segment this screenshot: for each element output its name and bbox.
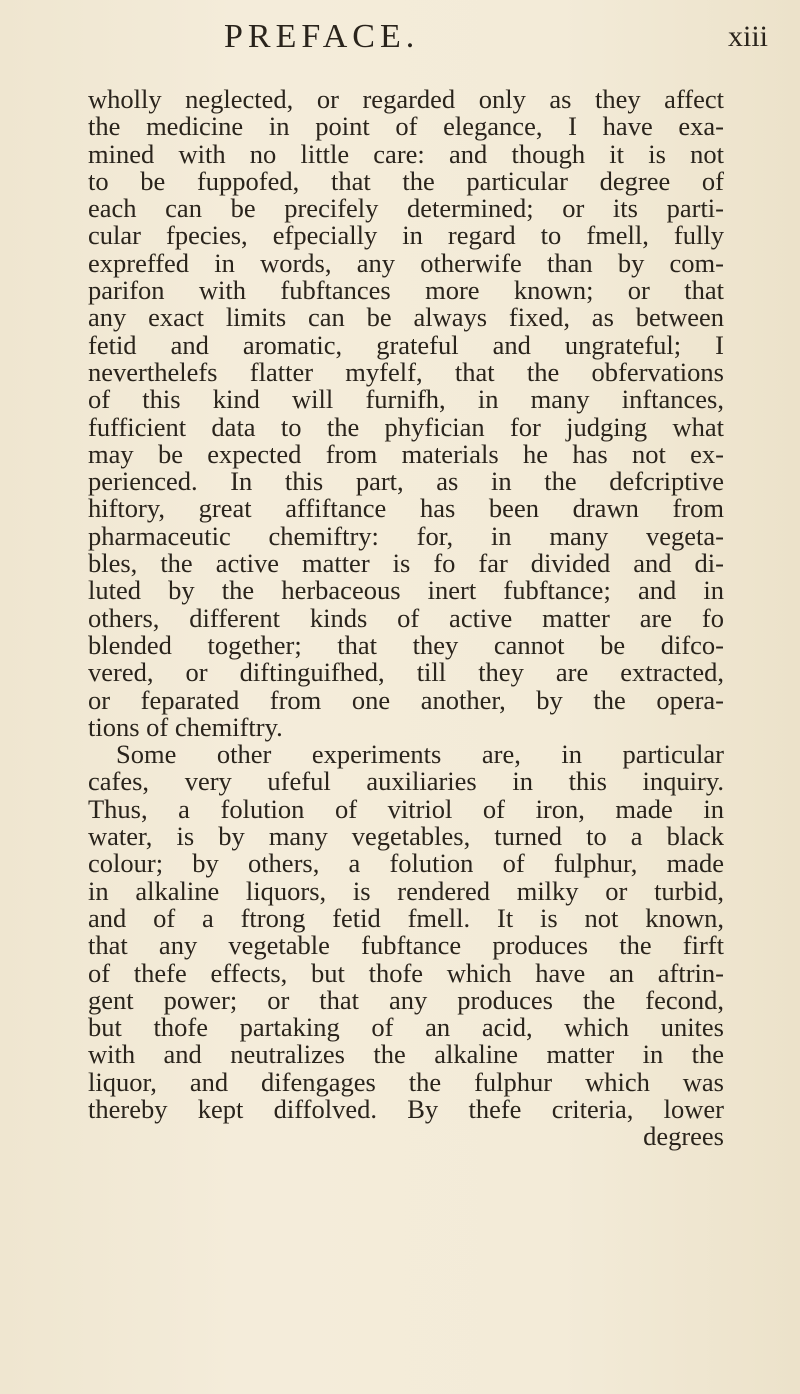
catchword: degrees bbox=[643, 1121, 724, 1152]
text-line: hiftory, great affiftance has been drawn from bbox=[88, 493, 724, 524]
text-line: cafes, very ufeful auxiliaries in this inquiry. bbox=[88, 766, 724, 797]
text-line: gent power; or that any produces the fecond, bbox=[88, 984, 724, 1015]
text-line: others, different kinds of active matter are fo bbox=[88, 602, 724, 633]
text-line: in alkaline liquors, is rendered milky or turbid, bbox=[88, 875, 724, 906]
text-line: fetid and aromatic, grateful and ungrateful; I bbox=[88, 329, 724, 360]
body-text bbox=[88, 86, 724, 1151]
text-line: each can be precifely determined; or its parti- bbox=[88, 193, 724, 224]
text-line: mined with no little care: and though it is not bbox=[88, 138, 724, 169]
text-line: fufficient data to the phyfician for judging what bbox=[88, 411, 724, 442]
text-line: of this kind will furnifh, in many inftances, bbox=[88, 384, 724, 415]
text-line: perienced. In this part, as in the defcriptive bbox=[88, 466, 724, 497]
text-line: thereby kept diffolved. By thefe criteria, lower bbox=[88, 1093, 724, 1124]
text-line: the medicine in point of elegance, I have exa- bbox=[88, 111, 724, 142]
text-line: neverthelefs flatter myfelf, that the obfervations bbox=[88, 356, 724, 387]
text-line: may be expected from materials he has not ex- bbox=[88, 438, 724, 469]
text-line: vered, or diftinguifhed, till they are extracted, bbox=[88, 657, 724, 688]
text-line: to be fuppofed, that the particular degree of bbox=[88, 165, 724, 196]
text-line: of thefe effects, but thofe which have an aftrin- bbox=[88, 957, 724, 988]
text-line: that any vegetable fubftance produces the firft bbox=[88, 930, 724, 961]
text-line: Thus, a folution of vitriol of iron, made in bbox=[88, 793, 724, 824]
text-line: but thofe partaking of an acid, which unites bbox=[88, 1012, 724, 1043]
text-line: pharmaceutic chemiftry: for, in many vegeta- bbox=[88, 520, 724, 551]
text-line: expreffed in words, any otherwife than by com- bbox=[88, 247, 724, 278]
running-title: PREFACE. bbox=[224, 18, 420, 55]
text-line: water, is by many vegetables, turned to a black bbox=[88, 821, 724, 852]
text-line: wholly neglected, or regarded only as they affect bbox=[88, 84, 724, 114]
text-line: colour; by others, a folution of fulphur, made bbox=[88, 848, 724, 879]
paragraph-start-line: Some other experiments are, in particular bbox=[116, 739, 724, 770]
running-head bbox=[0, 6, 800, 66]
text-line: bles, the active matter is fo far divided and di- bbox=[88, 548, 724, 579]
text-line: tions of chemiftry. bbox=[88, 711, 283, 742]
text-line: any exact limits can be always fixed, as between bbox=[88, 302, 724, 333]
text-line: liquor, and difengages the fulphur which was bbox=[88, 1066, 724, 1097]
text-line: luted by the herbaceous inert fubftance; and in bbox=[88, 575, 724, 606]
page-number: xiii bbox=[728, 20, 769, 53]
text-line: and of a ftrong fetid fmell. It is not known, bbox=[88, 902, 724, 933]
text-line: or feparated from one another, by the opera- bbox=[88, 684, 724, 715]
text-line: blended together; that they cannot be difco- bbox=[88, 629, 724, 660]
text-line: with and neutralizes the alkaline matter in the bbox=[88, 1039, 724, 1070]
text-line: cular fpecies, efpecially in regard to fmell, fully bbox=[88, 220, 724, 251]
text-line: parifon with fubftances more known; or that bbox=[88, 275, 724, 306]
